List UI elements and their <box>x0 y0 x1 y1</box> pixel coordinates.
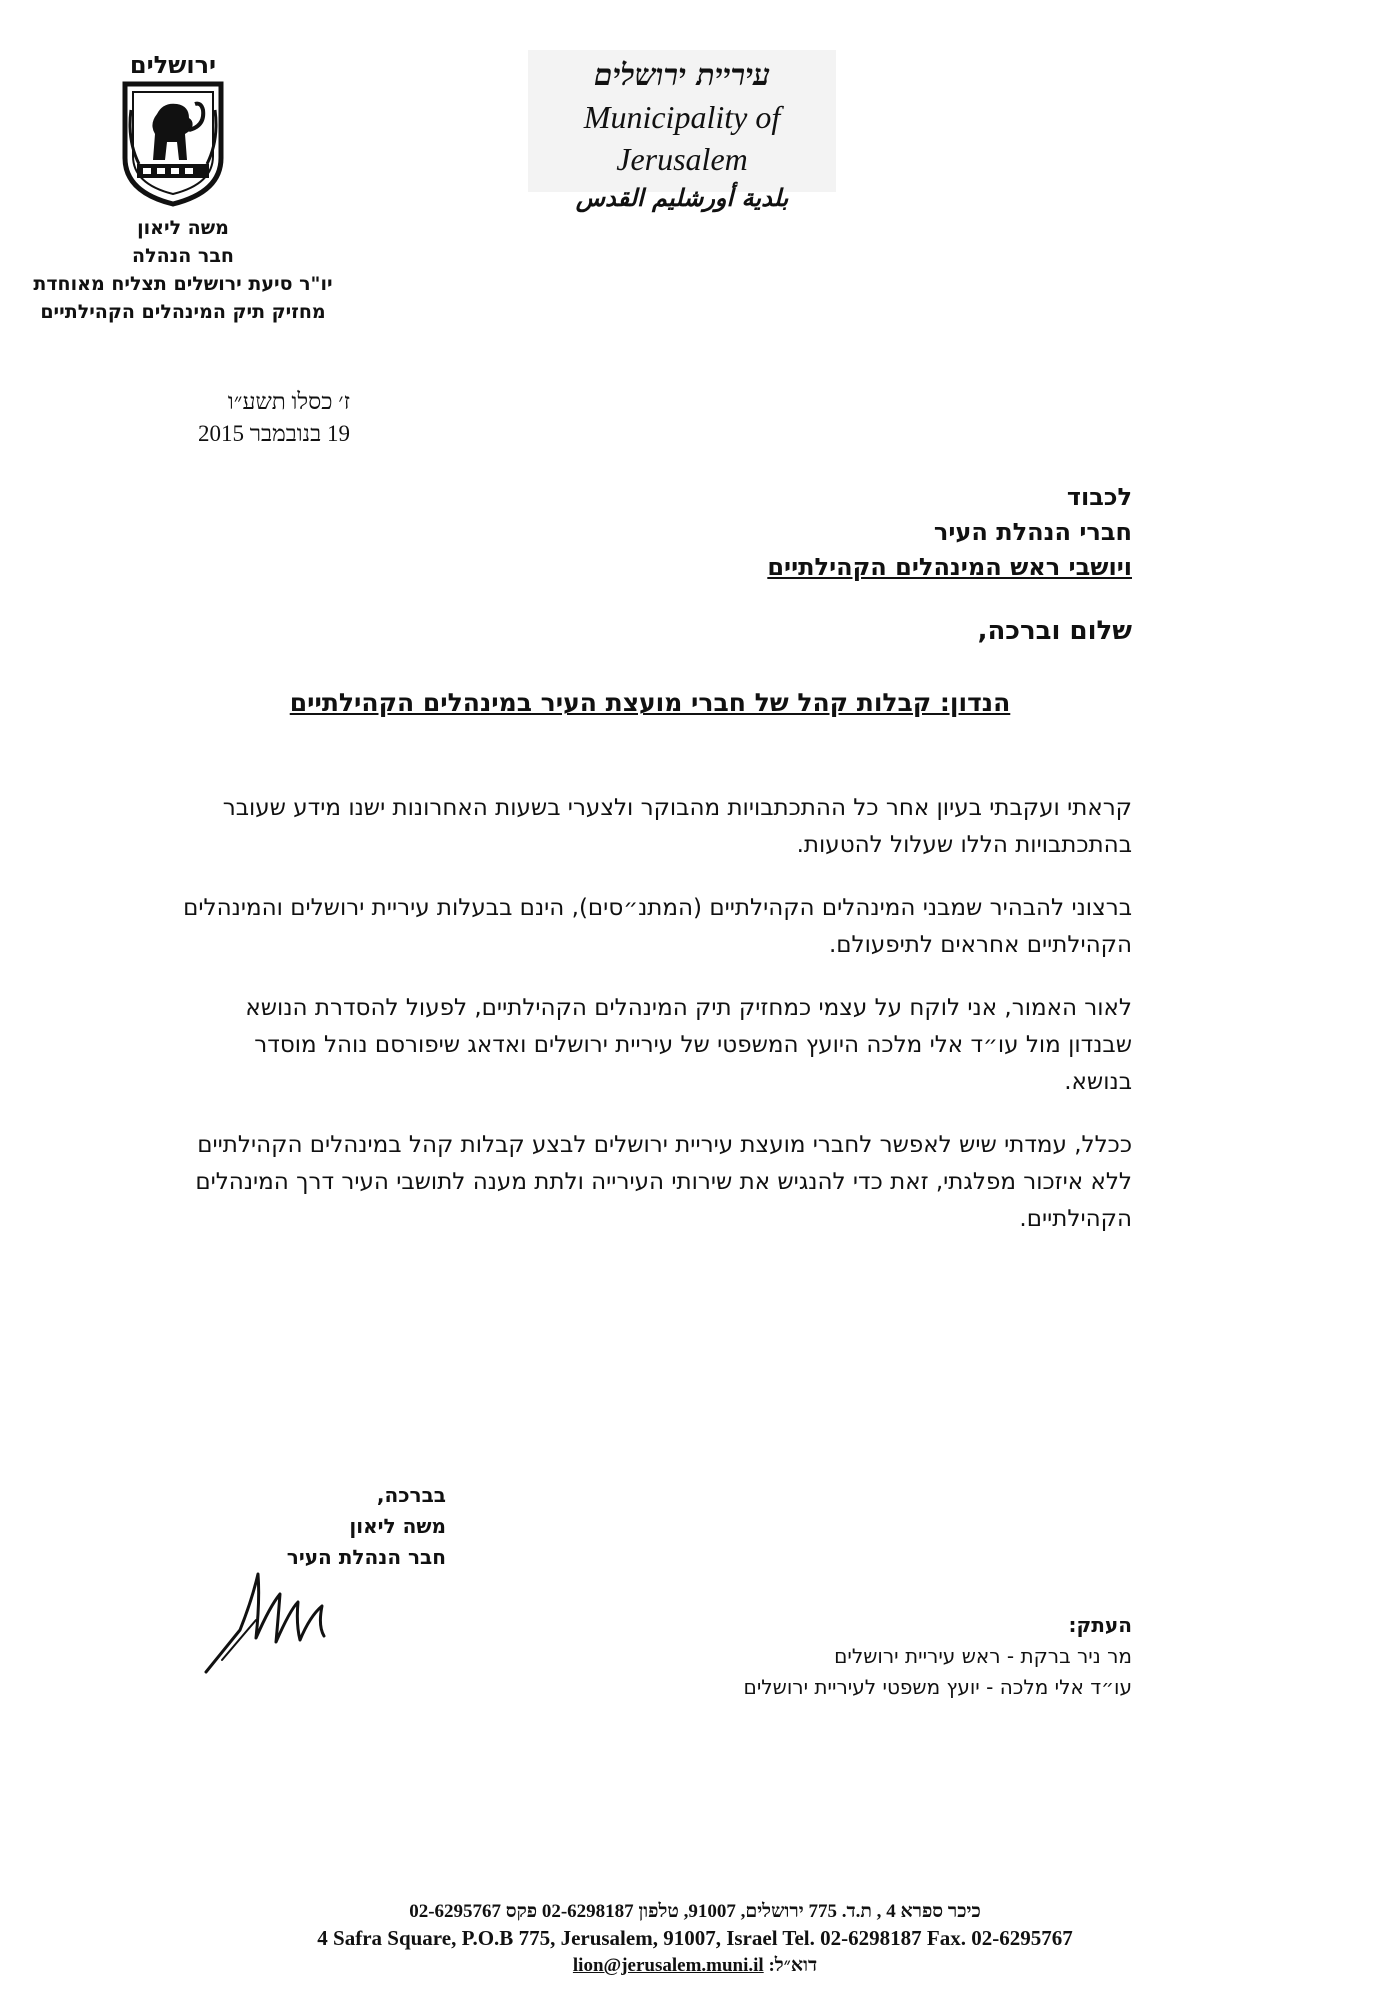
letter-date <box>140 386 350 450</box>
sender-block <box>0 214 366 326</box>
sender-name: משה ליאון <box>137 217 229 239</box>
jerusalem-lion-emblem-icon <box>119 80 227 208</box>
municipality-name-arabic: بلدية أورشليم القدس <box>575 184 789 212</box>
cc-title: העתק: <box>1068 1613 1132 1637</box>
body-paragraph-1: קראתי ועקבתי בעיון אחר כל ההתכתבויות מהבוקר ולצערי בשעות האחרונות ישנו מידע שעובר בהתכתבויות הללו שעלול להטעות. <box>222 795 1132 858</box>
sender-role: חבר הנהלה <box>132 245 234 267</box>
signoff-closing: בברכה, <box>376 1483 446 1507</box>
footer-email-link[interactable]: lion@jerusalem.muni.il <box>572 1955 764 1976</box>
footer-address-english: 4 Safra Square, P.O.B 775, Jerusalem, 91007, Israel Tel. 02-6298187 Fax. 02-6295767 <box>317 1926 1073 1950</box>
sender-title-1: יו"ר סיעת ירושלים תצליח מאוחדת <box>33 273 333 295</box>
letter-body <box>180 790 1132 1264</box>
city-emblem <box>108 52 238 208</box>
footer-address-hebrew: כיכר ספרא 4 , ת.ד. 775 ירושלים, 91007, טלפון 02-6298187 פקס 02-6295767 <box>409 1901 981 1922</box>
date-gregorian: 19 בנובמבר 2015 <box>197 421 350 446</box>
sender-title-2: מחזיק תיק המינהלים הקהילתיים <box>40 301 326 323</box>
subject-line: הנדון: קבלות קהל של חברי מועצת העיר במינהלים הקהילתיים <box>289 688 1011 717</box>
municipality-logo <box>528 50 836 212</box>
cc-block <box>512 1610 1132 1703</box>
body-paragraph-2: ברצוני להבהיר שמבני המינהלים הקהילתיים (המתנ״סים), הינם בבעלות עיריית ירושלים והמינהלים הקהילתיים אחראים לתיפעולם. <box>183 895 1132 958</box>
footer-email-label: דוא״ל: <box>768 1955 818 1976</box>
body-paragraph-4: ככלל, עמדתי שיש לאפשר לחברי מועצת עיריית ירושלים לבצע קבלות קהל במינהלים הקהילתיים ללא איזכור מפלגתי, זאת כדי להנגיש את שירותי העירייה ולתת מענה לתושבי העיר דרך המינהלים הקהילתיים. <box>195 1132 1132 1232</box>
municipality-name-hebrew: עיריית ירושלים <box>593 58 771 93</box>
body-paragraph-3: לאור האמור, אני לוקח על עצמי כמחזיק תיק המינהלים הקהילתיים, לפעול להסדרת הנושא שבנדון מול עו״ד אלי מלכה היועץ המשפטי של עיריית ירושלים ואדאג שיפורסם נוהל מוסדר בנושא. <box>245 995 1132 1095</box>
emblem-city-text: ירושלים <box>129 51 217 79</box>
municipality-name-english: Municipality of Jerusalem <box>583 99 781 177</box>
recipient-line-3: ויושבי ראש המינהלים הקהילתיים <box>767 553 1132 581</box>
recipient-block <box>432 480 1132 585</box>
footer-email-line <box>150 1952 1240 1979</box>
date-hebrew: ז׳ כסלו תשע״ו <box>227 389 350 414</box>
cc-line-2: עו״ד אלי מלכה - יועץ משפטי לעיריית ירושלים <box>743 1675 1132 1699</box>
signoff-name: משה ליאון <box>349 1514 446 1538</box>
recipient-line-1: לכבוד <box>1066 483 1132 511</box>
letterhead-footer <box>150 1898 1240 1979</box>
recipient-line-2: חברי הנהלת העיר <box>933 518 1132 546</box>
cc-line-1: מר ניר ברקת - ראש עיריית ירושלים <box>834 1644 1132 1668</box>
greeting: שלום וברכה, <box>977 616 1132 646</box>
signoff-role: חבר הנהלת העיר <box>286 1545 446 1569</box>
handwritten-signature-icon <box>200 1560 350 1680</box>
